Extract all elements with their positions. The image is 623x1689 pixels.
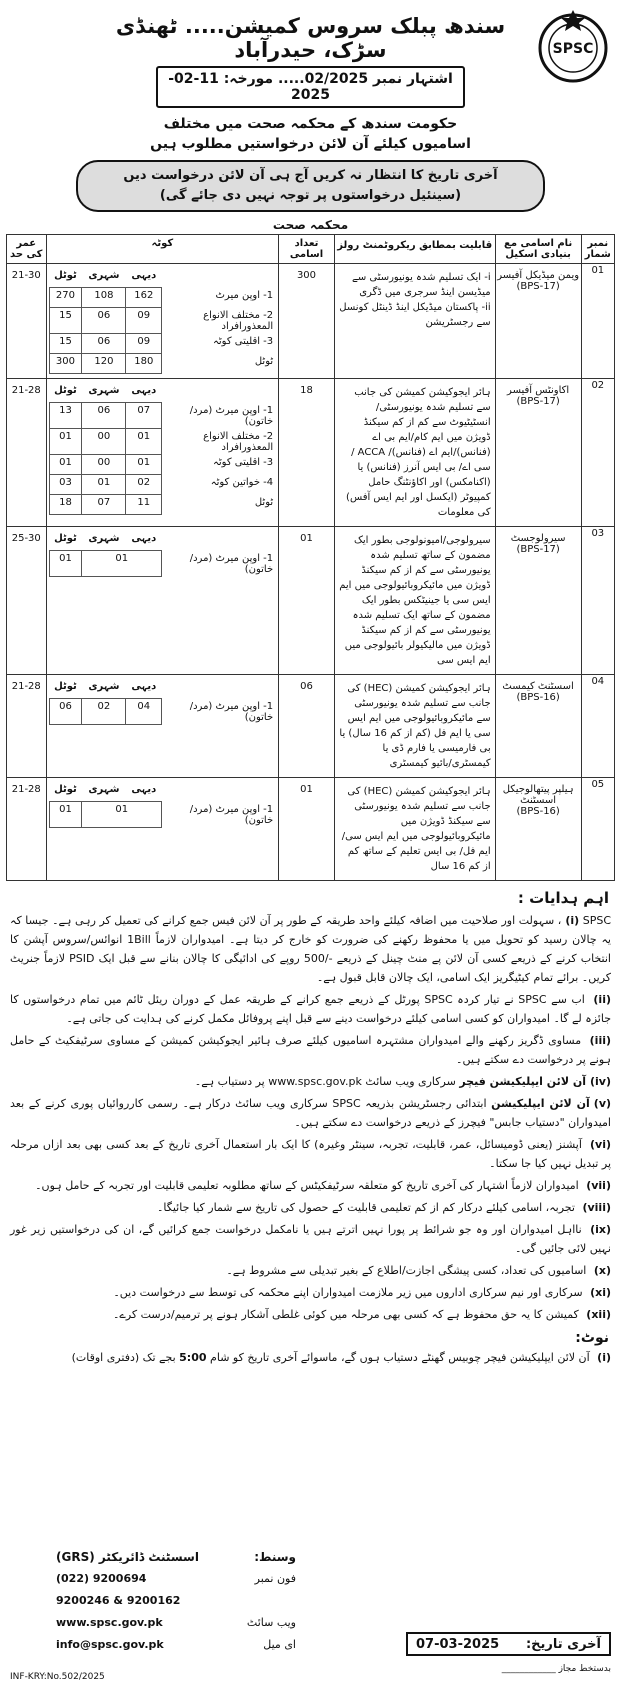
quota-row [49,308,276,334]
commission-title: سندھ پبلک سروس کمیشن..... ٹھنڈی سڑک، حیدرآباد [115,14,506,62]
instruction-item [6,1135,615,1173]
post-bps: (BPS-17) [516,396,560,407]
quota-total: 01 [49,455,82,475]
quota-total: 01 [49,429,82,455]
quota-rural: 180 [126,354,162,374]
quota-row [49,475,276,495]
quota-urban: 00 [82,429,126,455]
quota-total: 13 [49,403,82,429]
banner-line-2: (سینئیل درخواستوں پر توجہ نہیں دی جائے گی) [159,188,462,203]
email-label: ای میل [263,1638,296,1651]
quota-header-urban: شہری [88,533,120,544]
quota-table [49,679,277,725]
quota-total: 01 [49,802,82,828]
instruction-text: مساوی ڈگریز رکھنے والے امیدواران مشتہرہ اسامیوں کیلئے صرف ہائیر ایجوکیشن کمیشن کے مساوی سرٹیفکیٹ کے حامل ہونے پر درخواست دے سکتے ہیں۔ [10,1034,611,1066]
cell-qualification [334,675,495,778]
cell-posts: 01 [279,778,335,881]
last-date-value: 07-03-2025 [416,1636,500,1652]
last-date-label: آخری تاریخ: [525,1636,601,1652]
quota-header-rural: دیہی [131,784,157,795]
quota-urban: 06 [82,403,126,429]
quota-rural: 09 [126,308,162,334]
post-name: اسسٹنٹ کیمسٹ [502,681,574,692]
quota-table [49,268,277,374]
quota-urban: 07 [82,495,126,515]
quota-total: 300 [49,354,82,374]
quota-total: 03 [49,475,82,495]
cell-qualification [334,264,495,379]
post-name: ویمن میڈیکل آفیسر [497,270,580,281]
instruction-item [6,911,615,987]
quota-header-blank [162,268,277,288]
quota-row [49,334,276,354]
cell-age: 21-30 [7,264,47,379]
quota-row [49,495,276,515]
table-row [7,527,615,675]
cell-no: 04 [581,675,614,778]
cell-name [495,778,581,881]
cell-age: 25-30 [7,527,47,675]
quota-total: 01 [49,551,82,577]
quota-header-row [49,679,276,699]
quota-table [49,383,277,515]
qualification-line: ہائر ایجوکیشن کمیشن (HEC) کی جانب سے تسلیم شدہ یونیورسٹی سے سیکنڈ ڈویژن میں مائیکروبائیولوجی میں ایم ایس سی/ ایم فل/ بی ایس تعلیم کے ساتھ کم از کم 16 سال [341,786,491,872]
advertisement-page [6,4,615,1684]
quota-urban: 06 [82,334,126,354]
quota-header-blank [162,679,277,699]
cell-posts: 06 [279,675,335,778]
cell-quota [46,264,279,379]
quota-header-rural: دیہی [131,533,157,544]
quota-header-total: ٹوٹل [54,533,77,544]
last-date-box [406,1632,611,1656]
quota-header-blank [162,383,277,403]
quota-table [49,782,277,828]
instruction-label: (iv) [590,1075,611,1088]
contact-block [56,1546,296,1656]
quota-category: 3- اقلیتی کوٹہ [213,335,274,347]
instruction-item [6,1094,615,1132]
instruction-item [6,990,615,1028]
website-label: ویب سائٹ [246,1616,296,1629]
instruction-text: ابتدائی رجسٹریشن بذریعہ SPSC سرکاری ویب سائٹ درکار ہے۔ رسمی کارروائیاں پوری کرنے کے بعد امیدواران "دستیاب جابس" فیچرز کے ذریعے درخواست دے سکتے ہیں۔ [10,1097,611,1129]
instruction-text: آپشنز (یعنی ڈومیسائل، عمر، قابلیت، تجربہ، سینٹر وغیرہ) کا ایک بار استعمال آخری تاریخ کے بعد کسی بھی بعد ازاں مرحلہ پر تبدیل نہیں کیا جا سکتا۔ [10,1138,611,1170]
note-title: نوٹ: [575,1330,609,1346]
table-row [7,675,615,778]
instructions-title: اہم ہدایات : [517,889,609,907]
quota-row [49,429,276,455]
instruction-label: (xi) [590,1286,611,1299]
quota-row [49,455,276,475]
quota-rural-urban: 01 [82,551,162,577]
quota-rural: 09 [126,334,162,354]
logo-text: SPSC [552,41,594,57]
banner-line-1: آخری تاریخ کا انتظار نہ کریں آج ہی آن لائن درخواست دیں [123,168,498,183]
header-qualification: قابلیت بمطابق ریکروٹمنٹ رولز [334,235,495,264]
qualification-line: سیرولوجی/امیونولوجی بطور ایک مضمون کے ساتھ تسلیم شدہ یونیورسٹی سے کم از کم سیکنڈ ڈویژن میں مائیکروبائیولوجی میں ایم ایس سی یا جینیٹکس بطور ایک مضمون کے ساتھ ایک تسلیم شدہ یونیورسٹی سے کم از کم سیکنڈ ڈویژن میں مالیکیولر بائیولوجی میں ایم ایس سی [339,535,491,666]
quota-rural: 07 [126,403,162,429]
table-row [7,264,615,379]
instruction-item [6,1031,615,1069]
quota-row [49,288,276,308]
instruction-item [6,1198,615,1217]
quota-rural-urban: 01 [82,802,162,828]
quota-rural: 04 [126,699,162,725]
instruction-text: اب سے SPSC نے تیار کردہ SPSC پورٹل کے ذریعے جمع کرانے کے طریقہ عمل کے دوران ریئل ٹائم میں تمام درخواستوں کا جائزہ لے گا۔ امیدواران کو کسی اسامی کیلئے درخواست دینے سے قبل اپنے پروفائل مکمل کرنے کی ہدایت کی جاتی ہے۔ [10,993,611,1025]
quota-header-urban: شہری [88,784,120,795]
quota-rural: 01 [126,429,162,455]
cell-age: 21-28 [7,675,47,778]
post-bps: (BPS-16) [516,806,560,817]
signature-line: بدستخط مجاز ____________ [501,1664,611,1674]
quota-urban: 108 [82,288,126,308]
phone-label: فون نمبر [254,1572,296,1585]
note-text-before: آن لائن ایپلیکیشن فیچر چوبیس گھنٹے دستیاب ہوں گے، ماسوائے آخری تاریخ کو شام [210,1351,590,1364]
instruction-label: (v) [593,1097,612,1110]
table-header-row [7,235,615,264]
quota-header-urban: شہری [88,270,120,281]
quota-row [49,699,276,725]
quota-category: 4- خواتین کوٹہ [210,476,274,488]
header-quota: کوٹہ [46,235,279,264]
intro-text [6,114,615,154]
quota-header-rural: دیہی [131,270,157,281]
instruction-text: تجربہ، اسامی کیلئے درکار کم از کم تعلیمی قابلیت کے حصول کی تاریخ سے شمار کیا جائیگا۔ [156,1201,575,1214]
post-bps: (BPS-17) [516,544,560,555]
instruction-text: اسامیوں کی تعداد، کسی پیشگی اجازت/اطلاع کے بغیر تبدیلی سے مشروط ہے۔ [226,1264,587,1277]
cell-qualification [334,379,495,527]
instruction-label: (i) [565,914,580,927]
quota-header-total: ٹوٹل [54,270,77,281]
website-link[interactable]: www.spsc.gov.pk [56,1616,163,1629]
instruction-item [6,1072,615,1091]
instruction-text: امیدواران لازماً اشتہار کی آخری تاریخ کو متعلقہ سرٹیفکیٹس کے ساتھ مطلوبہ تعلیمی قابلیت اور تجربہ کے حامل ہوں۔ [35,1179,579,1192]
cell-name [495,264,581,379]
quota-rural: 11 [126,495,162,515]
table-row [7,778,615,881]
quota-total: 06 [49,699,82,725]
instruction-label: (vi) [590,1138,611,1151]
quota-category: 1- اوپن میرٹ (مرد/خاتون) [189,700,274,723]
quota-total: 15 [49,308,82,334]
quota-header-blank [162,782,277,802]
quota-category: 1- اوپن میرٹ (مرد/خاتون) [189,404,274,427]
intro-line-1: حکومت سندھ کے محکمہ صحت میں مختلف [163,116,458,132]
cell-posts: 18 [279,379,335,527]
posts-table [6,234,615,881]
quota-total: 15 [49,334,82,354]
instruction-item [6,1261,615,1280]
cell-no: 01 [581,264,614,379]
instruction-text: نااہل امیدواران اور وہ جو شرائط پر پورا نہیں اترتے ہیں یا نامکمل درخواست جمع کرائیں گے، ان کی درخواستیں زیر غور نہیں لائی جائیں گی۔ [10,1223,611,1255]
post-name: ہیلپر پیتھالوجیکل اسسٹنٹ [502,784,574,806]
header-posts: تعداد اسامی [279,235,335,264]
instruction-bold: آن لائن ایپلیکیشن فیچر [459,1075,586,1088]
quota-header-row [49,782,276,802]
qualification-line: ii- پاکستان میڈیکل اینڈ ڈینٹل کونسل سے رجسٹریشن [339,302,491,328]
quota-row [49,551,276,577]
instruction-text: SPSC، سہولت اور صلاحیت میں اضافہ کیلئے واحد طریقہ کے طور پر آن لائن فیس جمع کرانے کی تعمیل کر رہی ہے۔ جیسا کہ یہ چالان رسید کو تحویل میں یا محفوظ رکھنے کی ضرورت کو خارج کر دیتا ہے۔ امیدواران لازماً 1Bill انوائس/سروس آپشن کا انتخاب کرنے کے ذریعے کسی آن لائن پے منٹ چینل کے ذریعے -/500 روپے کی ادائیگی کا چالان بنانے سے قبل ایک PSID لازماً جنریٹ کریں۔ برائے تمام کیٹیگریز ایک اسامی، ایک چالان قابل قبول ہے۔ [10,914,611,984]
quota-urban: 120 [82,354,126,374]
contact-label: وسنط: [254,1550,296,1564]
deadline-banner [76,160,545,212]
quota-header-row [49,531,276,551]
post-bps: (BPS-17) [516,281,560,292]
quota-header-rural: دیہی [131,385,157,396]
quota-header-urban: شہری [88,681,120,692]
post-name: اکاونٹس آفیسر [507,385,570,396]
footer [6,1536,615,1684]
post-bps: (BPS-16) [516,692,560,703]
instruction-item [6,1220,615,1258]
instruction-label: (vii) [586,1179,611,1192]
post-name: سیرولوجسٹ [510,533,566,544]
quota-rural: 01 [126,455,162,475]
note-item [6,1348,615,1367]
instruction-label: (iii) [589,1034,612,1047]
qualification-line: ہائر ایجوکیشن کمیشن کی جانب سے تسلیم شدہ یونیورسٹی/انسٹیٹیوٹ سے کم از کم سیکنڈ ڈویژن میں ایم کام/ایم بی اے (فنانس)/ایم اے (فنانس)/ ACCA / سی اے/ بی ایس آنرز (فنانس) یا (اکنامکس) اور اکاؤنٹنگ حامل کمپیوٹر (ایکسل اور ایم ایس آفس) کی معلومات [346,387,491,518]
department-heading: محکمہ صحت [272,218,349,232]
quota-header-rural: دیہی [131,681,157,692]
quota-row [49,403,276,429]
quota-table [49,531,277,577]
instruction-label: (ii) [593,993,612,1006]
quota-header-blank [162,531,277,551]
quota-rural: 162 [126,288,162,308]
qualification-line: ہائر ایجوکیشن کمیشن (HEC) کی جانب سے تسلیم شدہ یونیورسٹی سے مائیکروبائیولوجی میں ایم ایس سی یا ایم فل (کم از کم 16 سال) یا بی فارمیسی یا فارم ڈی یا کیمسٹری/بائیو کیمسٹری [339,683,491,769]
cell-quota [46,675,279,778]
quota-category: 1- اوپن میرٹ (مرد/خاتون) [189,803,274,826]
instruction-item [6,1305,615,1324]
quota-urban: 01 [82,475,126,495]
quota-total: 18 [49,495,82,515]
reference-number: INF-KRY:No.502/2025 [10,1672,105,1682]
instruction-label: (ix) [590,1223,612,1236]
quota-header-row [49,268,276,288]
quota-header-total: ٹوٹل [54,385,77,396]
phone-1: (022) 9200694 [56,1572,147,1585]
cell-name [495,527,581,675]
quota-header-total: ٹوٹل [54,681,77,692]
quota-urban: 02 [82,699,126,725]
cell-qualification [334,778,495,881]
instruction-text: سرکاری اور نیم سرکاری اداروں میں زیر ملازمت امیدواران اپنے محکمہ کی توسط سے درخواست دیں۔ [113,1286,583,1299]
intro-line-2: اسامیوں کیلئے آن لائن درخواستیں مطلوب ہیں [150,136,471,152]
quota-category: 2- مختلف الانواع المعذورافراد [203,430,274,453]
instructions-list [6,911,615,1324]
qualification-line: i- ایک تسلیم شدہ یونیورسٹی سے میڈیسن اینڈ سرجری میں ڈگری [351,272,491,298]
cell-quota [46,778,279,881]
quota-rural: 02 [126,475,162,495]
cell-no: 05 [581,778,614,881]
quota-category: 3- اقلیتی کوٹہ [213,456,274,468]
quota-header-urban: شہری [88,385,120,396]
advertisement-number: اشتہار نمبر 02/2025..... مورخہ: 11-02-2025 [156,66,465,108]
quota-row [49,802,276,828]
instruction-label: (viii) [582,1201,611,1214]
instruction-text: کمیشن کا یہ حق محفوظ ہے کہ کسی بھی مرحلہ میں کوئی غلطی آشکار ہونے پر ترمیم/درست کرے۔ [112,1308,579,1321]
spsc-logo [535,8,611,84]
quota-category: 2- مختلف الانواع المعذورافراد [203,309,274,332]
note-label: (i) [597,1351,611,1364]
header-no: نمبر شمار [581,235,614,264]
quota-category: ٹوٹل [254,355,274,367]
cell-qualification [334,527,495,675]
quota-urban: 00 [82,455,126,475]
cell-posts: 300 [279,264,335,379]
email-link[interactable]: info@spsc.gov.pk [56,1638,164,1651]
table-row [7,379,615,527]
instruction-item [6,1176,615,1195]
header [6,4,615,114]
header-age: عمر کی حد [7,235,47,264]
quota-category: 1- اوپن میرٹ [215,289,274,301]
instruction-label: (x) [593,1264,611,1277]
cell-no: 03 [581,527,614,675]
instruction-label: (xii) [586,1308,611,1321]
cell-quota [46,527,279,675]
cell-name [495,675,581,778]
cell-quota [46,379,279,527]
cell-age: 21-28 [7,379,47,527]
instruction-text: سرکاری ویب سائٹ www.spsc.gov.pk پر دستیاب ہے۔ [194,1075,456,1088]
contact-title: اسسٹنٹ ڈائریکٹر (GRS) [56,1550,199,1564]
header-name: نام اسامی مع بنیادی اسکیل [495,235,581,264]
quota-header-row [49,383,276,403]
cell-no: 02 [581,379,614,527]
phone-2: 9200246 & 9200162 [56,1594,181,1607]
cell-name [495,379,581,527]
instruction-bold: آن لائن ایپلیکیشن [491,1097,590,1110]
cell-age: 21-28 [7,778,47,881]
instruction-item [6,1283,615,1302]
quota-row [49,354,276,374]
quota-category: 1- اوپن میرٹ (مرد/خاتون) [189,552,274,575]
quota-category: ٹوٹل [254,496,274,508]
quota-urban: 06 [82,308,126,334]
quota-header-total: ٹوٹل [54,784,77,795]
note-time: 5:00 [179,1351,207,1364]
quota-total: 270 [49,288,82,308]
note-text-after: بجے تک (دفتری اوقات) [71,1351,176,1364]
cell-posts: 01 [279,527,335,675]
